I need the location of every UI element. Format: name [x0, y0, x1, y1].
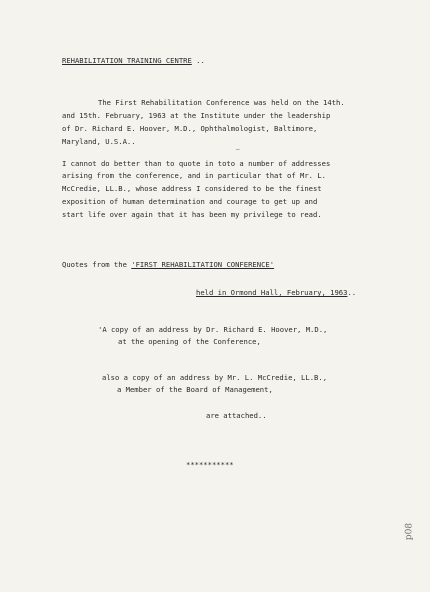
heading-tail: ..	[191, 56, 205, 65]
para1-line-2: and 15th. February, 1963 at the Institute under the leadership	[62, 111, 331, 120]
address1-line-1: 'A copy of an address by Dr. Richard E. Hoover, M.D.,	[98, 325, 328, 334]
para2-line-2: arising from the conference, and in particular that of Mr. L.	[62, 171, 326, 180]
para2-line-1: I cannot do better than to quote in toto a number of addresses	[62, 159, 331, 168]
address2-line-2: a Member of the Board of Management,	[117, 385, 273, 394]
handwritten-page-number: p08	[404, 522, 415, 541]
para1-line-3: of Dr. Richard E. Hoover, M.D., Ophthalmologist, Baltimore,	[62, 124, 318, 133]
quotes-prefix: Quotes from the	[62, 260, 132, 269]
para2-line-4: exposition of human determination and courage to get up and	[62, 197, 318, 206]
address1-line-2: at the opening of the Conference,	[118, 337, 261, 346]
quotes-line	[62, 261, 274, 268]
page-heading	[62, 57, 205, 64]
held-in-tail: ..	[347, 288, 357, 297]
para2-line-5: start life over again that it has been my privilege to read.	[62, 210, 322, 219]
held-in-line	[196, 289, 356, 296]
quotes-title: 'FIRST REHABILITATION CONFERENCE'	[131, 260, 275, 269]
pen-mark: –	[236, 146, 240, 153]
held-in-text: held in Ormond Hall, February, 1963	[196, 288, 348, 297]
para2-line-3: McCredie, LL.B., whose address I considered to be the finest	[62, 184, 322, 193]
para1-line-4: Maryland, U.S.A..	[62, 137, 136, 146]
address2-line-1: also a copy of an address by Mr. L. McCredie, LL.B.,	[102, 373, 328, 382]
heading-text: REHABILITATION TRAINING CENTRE	[62, 56, 192, 65]
stars-divider: ***********	[186, 460, 234, 469]
attached-line: are attached..	[206, 411, 267, 420]
para1-line-1: The First Rehabilitation Conference was held on the 14th.	[98, 98, 345, 107]
